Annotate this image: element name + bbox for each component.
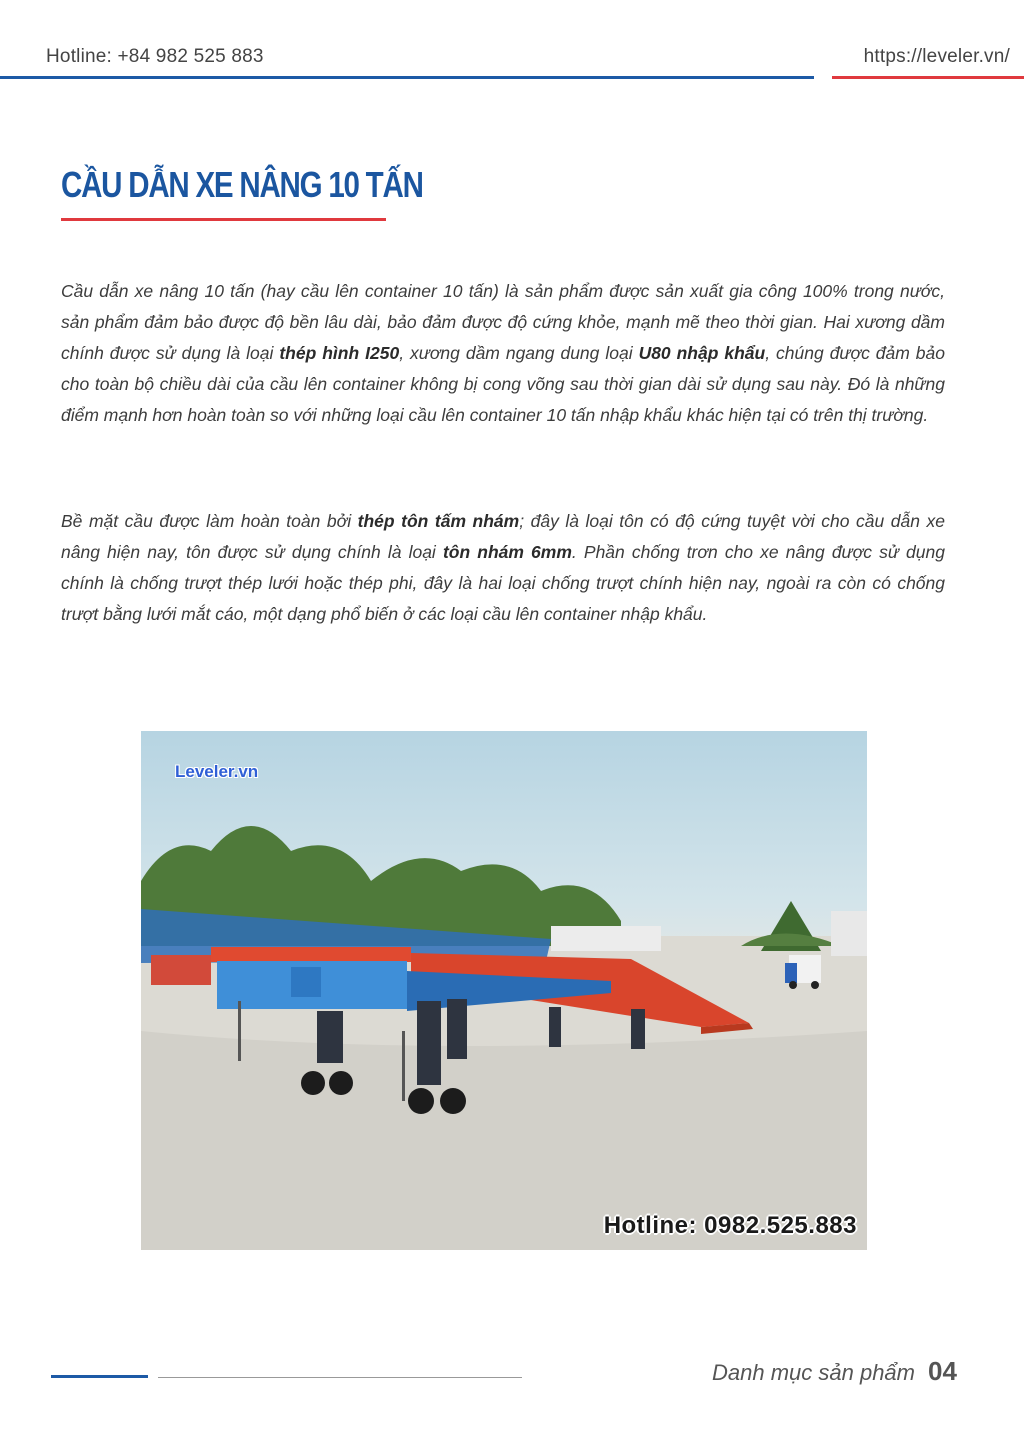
intro-paragraph [61,276,945,431]
photo-hotline-overlay: Hotline: 0982.525.883 [603,1212,857,1239]
footer-divider-grey [158,1377,522,1378]
highlight-text: tôn nhám 6mm [442,542,572,562]
paragraph-text: ; đây là loại tôn có độ cứng tuyệt vời cho cầu dẫn xe nâng hiện nay, tôn được sử dụng chính là loại [61,511,946,562]
paragraph-text: , xương dầm ngang dung loại [399,343,639,363]
header-divider-blue [0,76,814,79]
surface-paragraph [61,506,945,630]
header-website-link[interactable]: https://leveler.vn/ [863,46,1010,67]
title-underline [61,218,386,221]
highlight-text: thép tôn tấm nhám [357,511,520,531]
page-title: CẦU DẪN XE NÂNG 10 TẤN [61,164,423,205]
footer-section-label: Danh mục sản phẩm [712,1360,915,1385]
header-divider-red [832,76,1024,79]
header-hotline: Hotline: +84 982 525 883 [46,46,264,67]
paragraph-text: . Phần chống trơn cho xe nâng được sử dụng chính là chống trượt thép lưới hoặc thép phi, đây là hai loại chống trượt chính hiện nay, ngoài ra còn có chống trượt bằng lưới mắt cáo, một dạng phổ biến ở các loại cầu lên container nhập khẩu. [61,542,945,624]
paragraph-text: Cầu dẫn xe nâng 10 tấn (hay cầu lên container 10 tấn) là sản phẩm được sản xuất gia công 100% trong nước, sản phẩm đảm bảo được độ bền lâu dài, bảo đảm được độ cứng khỏe, mạnh mẽ theo thời gian. Hai xương dầm chính được sử dụng là loại [61,281,945,363]
paragraph-text: , chúng được đảm bảo cho toàn bộ chiều dài của cầu lên container không bị cong võng sau thời gian dài sử dụng sau này. Đó là những điểm mạnh hơn hoàn toàn so với những loại cầu lên container 10 tấn nhập khẩu khác hiện tại có trên thị trường. [61,343,945,425]
paragraph-text: Bề mặt cầu được làm hoàn toàn bởi [61,511,358,531]
highlight-text: U80 nhập khẩu [638,343,766,363]
highlight-text: thép hình I250 [279,343,400,363]
footer-divider-blue [51,1375,148,1378]
product-photo [141,731,867,1250]
photo-watermark-logo: Leveler.vn [175,762,259,781]
page-number: 04 [928,1356,957,1386]
ramp-illustration [141,731,867,1250]
